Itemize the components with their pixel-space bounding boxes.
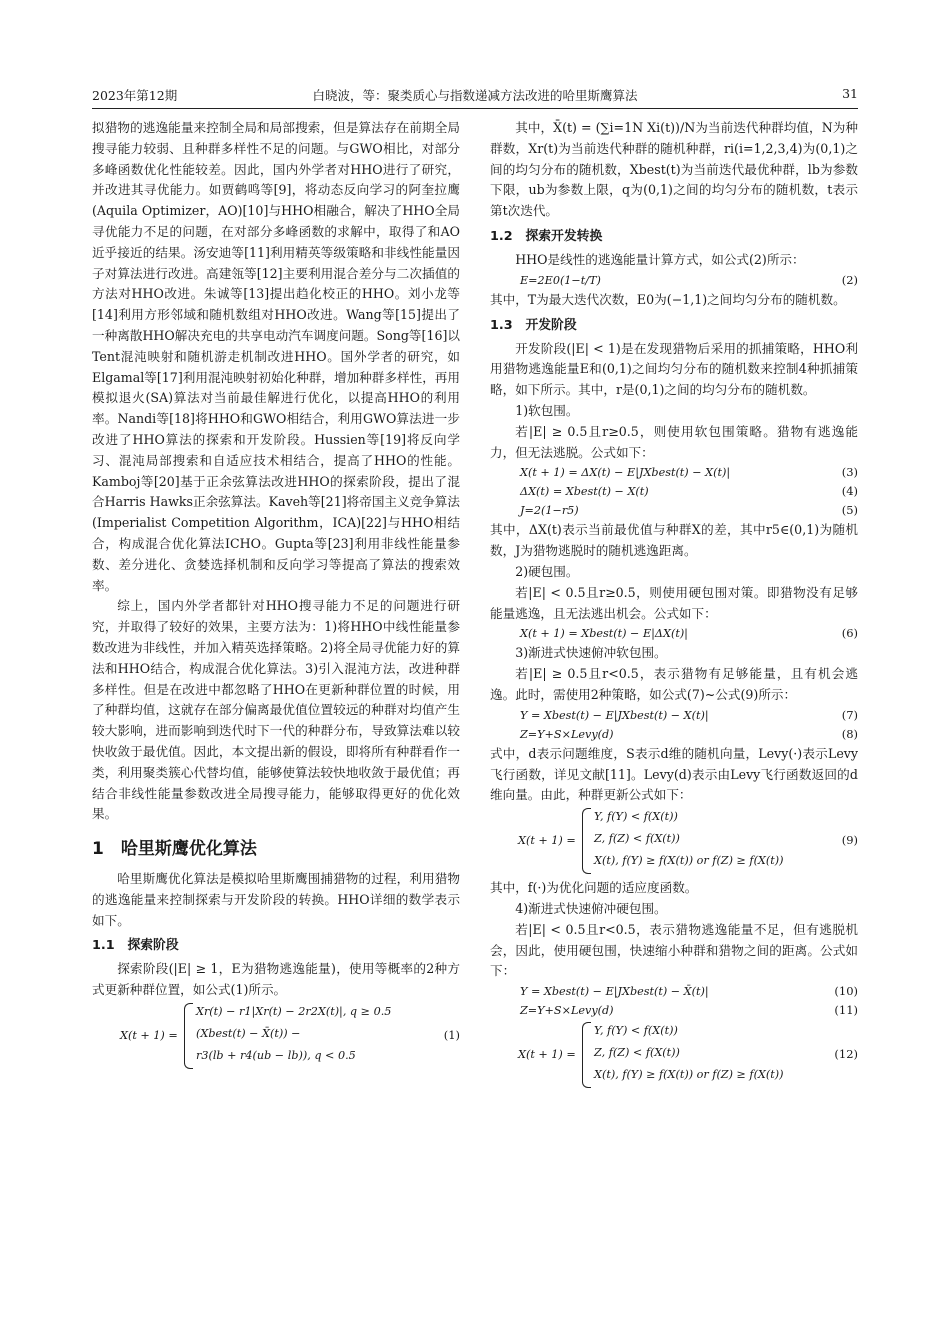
equation-number: (1) bbox=[443, 1028, 460, 1043]
equation-number: (2) bbox=[841, 272, 858, 287]
equation-5 bbox=[490, 501, 858, 520]
subsection-heading: 1.2 探索开发转换 bbox=[490, 228, 603, 244]
equation-case: Z, f(Z) < f(X(t)) bbox=[594, 832, 680, 846]
page-number: 31 bbox=[842, 86, 858, 101]
paragraph: 哈里斯鹰优化算法是模拟哈里斯鹰围捕猎物的过程，利用猎物的逃逸能量来控制探索与开发阶段的转换。HHO详细的数学表示如下。 bbox=[92, 871, 460, 928]
equation-number: (8) bbox=[841, 726, 858, 741]
equation-body: J=2(1−r5) bbox=[520, 504, 579, 518]
equation-body: Z=Y+S×Levy(d) bbox=[520, 1004, 614, 1018]
equation-12 bbox=[490, 1020, 858, 1092]
paragraph: 其中，ΔX(t)表示当前最优值与种群X的差，其中r5∈(0,1)为随机数，J为猎物逃脱时的随机逃逸距离。 bbox=[490, 522, 858, 559]
equation-number: (12) bbox=[834, 1047, 858, 1062]
equation-case: r3(lb + r4(ub − lb)), q < 0.5 bbox=[196, 1049, 356, 1063]
equation-case: Z, f(Z) < f(X(t)) bbox=[594, 1046, 680, 1060]
running-header bbox=[92, 86, 858, 106]
paragraph: 式中，d表示问题维度，S表示d维的随机向量，Levy(·)表示Levy飞行函数，详见文献[11]。Levy(d)表示由Levy飞行函数返回的d维向量。由此，种群更新公式如下： bbox=[490, 745, 858, 803]
equation-9 bbox=[490, 806, 858, 878]
equation-1 bbox=[92, 1001, 460, 1071]
equation-6 bbox=[490, 624, 858, 643]
equation-8 bbox=[490, 725, 858, 744]
equation-case: Y, f(Y) < f(X(t)) bbox=[594, 810, 678, 824]
paragraph: 其中，T为最大迭代次数，E0为(−1,1)之间均匀分布的随机数。 bbox=[490, 291, 846, 307]
equation-cases bbox=[594, 1020, 784, 1086]
equation-number: (3) bbox=[841, 465, 858, 480]
brace-shape bbox=[582, 1022, 591, 1088]
paragraph: 其中，X̄(t) = (∑i=1N Xi(t))/N为当前迭代种群均值，N为种群数，Xr(t)为当前迭代种群的随机种群，ri(i=1,2,3,4)为(0,1)之间的均匀分布的随机数，Xbest(t)为当前迭代最优种群，lb为参数下限，ub为参数上限，q为(0,1)之间的均匀分布的随机数，t表示第t次迭代。 bbox=[490, 120, 858, 219]
equation-body: ΔX(t) = Xbest(t) − X(t) bbox=[520, 485, 649, 499]
right-column bbox=[490, 118, 858, 1092]
equation-11 bbox=[490, 1001, 858, 1020]
equation-number: (6) bbox=[841, 626, 858, 641]
equation-10 bbox=[490, 982, 858, 1001]
subsection-heading: 1.1 探索阶段 bbox=[92, 938, 179, 954]
equation-cases bbox=[594, 806, 784, 872]
paragraph: 其中，f(·)为优化问题的适应度函数。 bbox=[490, 880, 698, 896]
equation-body: Y = Xbest(t) − E|JXbest(t) − X(t)| bbox=[520, 708, 709, 722]
equation-case: Y, f(Y) < f(X(t)) bbox=[594, 1024, 678, 1038]
item-label: 3)渐进式快速俯冲软包围。 bbox=[515, 645, 667, 661]
paragraph: 若|E| ≥ 0.5且r<0.5，表示猎物有足够能量，且有机会逃逸。此时，需使用2种策略，如公式(7)~公式(9)所示： bbox=[490, 666, 858, 702]
equation-number: (4) bbox=[841, 484, 858, 499]
equation-number: (5) bbox=[841, 503, 858, 518]
paragraph: 开发阶段(|E| < 1)是在发现猎物后采用的抓捕策略，HHO利用猎物逃逸能量E和(0,1)之间均匀分布的随机数来控制4种抓捕策略，如下所示。其中，r是(0,1)之间的均匀分布的随机数。 bbox=[490, 340, 858, 398]
paragraph: HHO是线性的逃逸能量计算方式，如公式(2)所示： bbox=[515, 251, 805, 267]
equation-7 bbox=[490, 706, 858, 725]
paragraph: 若|E| < 0.5且r<0.5，表示猎物逃逸能量不足，但有逃脱机会，因此，使用硬包围，快速缩小种群和猎物之间的距离。公式如下： bbox=[490, 921, 858, 979]
paragraph: 综上，国内外学者都针对HHO搜寻能力不足的问题进行研究，并取得了较好的效果，主要方法为：1)将HHO中线性能量参数改进为非线性，并加入精英选择策略。2)将全局寻优能力好的算法和HHO结合，构成混合优化算法。3)引入混沌方法，改进种群多样性。但是在改进中都忽略了HHO在更新种群位置的时候，用了种群均值，这就存在部分偏离最优值位置较远的种群对均值产生较大影响，进而影响到迭代时下一代的种群分布，导致算法难以较快收敛于最优值。因此，本文提出新的假设，即将所有种群看作一类，利用聚类簇心代替均值，能够使算法较快地收敛于最优值；再结合非线性能量参数改进全局搜寻能力，能够取得更好的优化效果。 bbox=[92, 598, 460, 822]
equation-body: X(t + 1) = Xbest(t) − E|ΔX(t)| bbox=[520, 627, 688, 641]
equation-case: X(t), f(Y) ≥ f(X(t)) or f(Z) ≥ f(X(t)) bbox=[594, 1068, 784, 1082]
equation-number: (7) bbox=[841, 707, 858, 722]
paragraph: 若|E| < 0.5且r≥0.5，则使用硬包围对策。即猎物没有足够能量逃逸，且无法逃出机会。公式如下： bbox=[490, 584, 858, 621]
equation-number: (9) bbox=[841, 833, 858, 848]
item-label: 1)软包围。 bbox=[515, 402, 579, 418]
header-rule bbox=[92, 108, 858, 109]
equation-2 bbox=[490, 271, 858, 290]
equation-lhs: X(t + 1) = bbox=[518, 1048, 576, 1062]
section-heading: 1 哈里斯鹰优化算法 bbox=[92, 839, 257, 860]
paragraph: 探索阶段(|E| ≥ 1，E为猎物逃逸能量)，使用等概率的2种方式更新种群位置，如公式(1)所示。 bbox=[92, 961, 460, 998]
issue-label: 2023年第12期 bbox=[92, 88, 178, 103]
item-label: 2)硬包围。 bbox=[515, 563, 579, 579]
equation-body: Z=Y+S×Levy(d) bbox=[520, 727, 614, 741]
equation-case: (Xbest(t) − X̄(t)) − bbox=[196, 1027, 301, 1041]
left-column bbox=[92, 118, 460, 1071]
paragraph: 若|E| ≥ 0.5且r≥0.5，则使用软包围策略。猎物有逃逸能力，但无法逃脱。公式如下： bbox=[490, 423, 858, 460]
equation-3 bbox=[490, 463, 858, 482]
equation-number: (11) bbox=[834, 1003, 858, 1018]
equation-cases bbox=[196, 1001, 391, 1067]
item-label: 4)渐进式快速俯冲硬包围。 bbox=[515, 900, 667, 916]
subsection-heading: 1.3 开发阶段 bbox=[490, 317, 577, 333]
equation-body: X(t + 1) = ΔX(t) − E|JXbest(t) − X(t)| bbox=[520, 466, 731, 480]
brace-shape bbox=[184, 1003, 193, 1069]
equation-case: Xr(t) − r1|Xr(t) − 2r2X(t)|, q ≥ 0.5 bbox=[196, 1005, 392, 1019]
equation-number: (10) bbox=[834, 984, 858, 999]
running-title: 白晓波，等：聚类质心与指数递减方法改进的哈里斯鹰算法 bbox=[312, 88, 638, 103]
brace-shape bbox=[582, 808, 591, 874]
equation-body: E=2E0(1−t/T) bbox=[520, 273, 601, 287]
paragraph: 拟猎物的逃逸能量来控制全局和局部搜索，但是算法存在前期全局搜寻能力较弱、且种群多样性不足的问题。与GWO相比，对部分多峰函数优化性能较差。因此，国内外学者对HHO进行了研究，并改进其寻优能力。如贾鹤鸣等[9]，将动态反向学习的阿奎拉鹰(Aquila Optimizer，AO)[10]与HHO相融合，解决了HHO全局寻优能力不足的问题，在对部分多峰函数的求解中，取得了和AO近乎接近的结果。汤安迪等[11]利用精英等级策略和非线性能量因子对算法进行改进。高建瓴等[12]主要利用混合差分与二次插值的方法对HHO改进。朱诚等[13]提出趋化校正的HHO。刘小龙等[14]利用方形邻域和随机数组对HHO改进。Wang等[15]提出了一种离散HHO解决充电的共享电动汽车调度问题。Song等[16]以Tent混沌映射和随机游走机制改进HHO。国外学者的研究，如Elgamal等[17]利用混沌映射初始化种群，增加种群多样性，再用模拟退火(SA)算法对当前最佳解进行优化，以提高HHO的利用率。Nandi等[18]将HHO和GWO相结合，利用GWO算法进一步改进了HHO算法的探索和开发阶段。Hussien等[19]将反向学习、混沌局部搜索和自适应技术相结合，提高了HHO的性能。Kamboj等[20]基于正余弦算法改进HHO的探索阶段，提出了混合Harris Hawks正余弦算法。Kaveh等[21]将帝国主义竞争算法(Imperialist Competition Algorithm，ICA)[22]与HHO相结合，构成混合优化算法ICHO。Gupta等[23]利用非线性能量参数、差分进化、贪婪选择机制和反向学习等提高了算法的搜索效率。 bbox=[92, 120, 460, 593]
equation-lhs: X(t + 1) = bbox=[120, 1029, 178, 1043]
equation-4 bbox=[490, 482, 858, 501]
equation-case: X(t), f(Y) ≥ f(X(t)) or f(Z) ≥ f(X(t)) bbox=[594, 854, 784, 868]
equation-body: Y = Xbest(t) − E|JXbest(t) − X̄(t)| bbox=[520, 985, 709, 999]
equation-lhs: X(t + 1) = bbox=[518, 834, 576, 848]
